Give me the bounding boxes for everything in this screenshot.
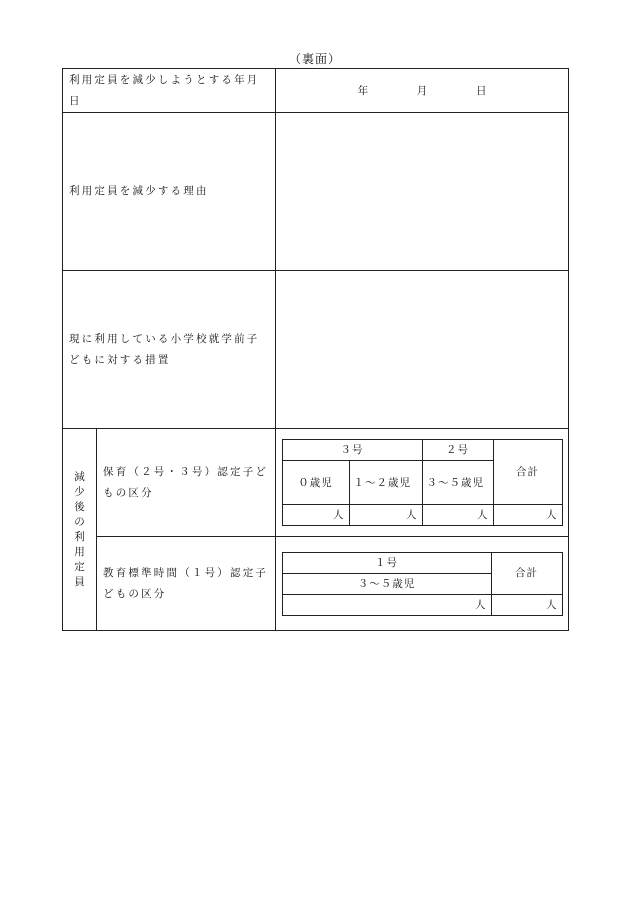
education-header-age-3-5: ３～５歳児: [282, 573, 491, 594]
education-capacity-table: [282, 552, 563, 616]
education-age-3-5-count-field[interactable]: 人: [282, 594, 491, 615]
header-no1: １号: [282, 552, 491, 573]
header-no2: ２号: [422, 440, 493, 461]
education-capacity-row: [63, 537, 569, 631]
capacity-reduction-form: [62, 68, 569, 631]
reduction-date-field[interactable]: [276, 69, 569, 113]
nursery-total-count-field[interactable]: 人: [493, 505, 562, 526]
page-heading: （裏面）: [288, 52, 341, 66]
date-month-label: 月: [416, 85, 428, 97]
date-year-label: 年: [357, 85, 369, 97]
header-no3: ３号: [282, 440, 422, 461]
header-age-1-2: １～２歳児: [349, 461, 422, 505]
age-0-count-field[interactable]: 人: [282, 505, 349, 526]
date-day-label: 日: [475, 85, 487, 97]
education-total-count-field[interactable]: 人: [491, 594, 562, 615]
header-total: 合計: [493, 440, 562, 505]
reason-row: [63, 113, 569, 271]
nursery-capacity-cell: [276, 429, 569, 537]
measures-label: 現に利用している小学校就学前子どもに対する措置: [63, 271, 276, 429]
reason-label: 利用定員を減少する理由: [63, 113, 276, 271]
education-header-total: 合計: [491, 552, 562, 594]
reason-field[interactable]: [276, 113, 569, 271]
age-1-2-count-field[interactable]: 人: [349, 505, 422, 526]
nursery-category-label: 保育（２号・３号）認定子どもの区分: [97, 429, 276, 537]
measures-row: [63, 271, 569, 429]
nursery-capacity-table: [282, 439, 563, 526]
reduction-date-label: 利用定員を減少しようとする年月日: [63, 69, 276, 113]
education-category-label: 教育標準時間（１号）認定子どもの区分: [97, 537, 276, 631]
education-capacity-cell: [276, 537, 569, 631]
header-age-0: ０歳児: [282, 461, 349, 505]
nursery-capacity-row: [63, 429, 569, 537]
age-3-5-count-field[interactable]: 人: [422, 505, 493, 526]
capacity-after-reduction-label: 減 少 後 の 利 用 定 員: [63, 429, 97, 631]
reduction-date-row: [63, 69, 569, 113]
header-age-3-5: ３～５歳児: [422, 461, 493, 505]
measures-field[interactable]: [276, 271, 569, 429]
